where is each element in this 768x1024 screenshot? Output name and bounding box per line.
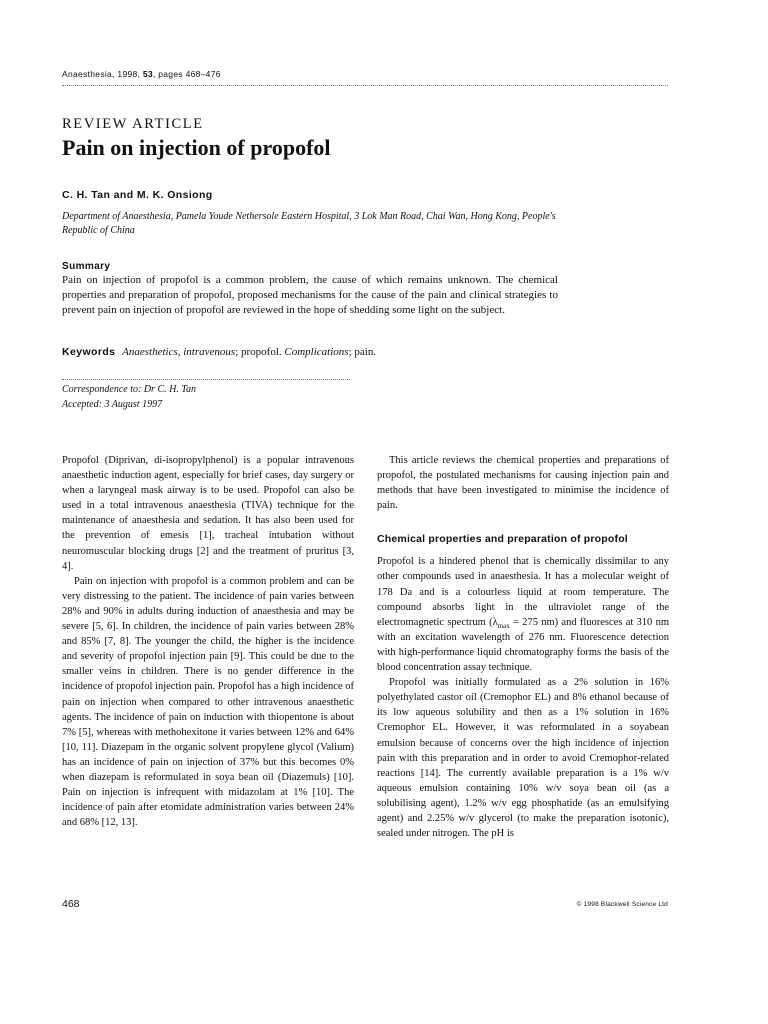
keyword: pain (354, 346, 374, 358)
keywords (62, 346, 376, 358)
keyword-separator: . (278, 346, 285, 358)
keyword: Complications (284, 346, 349, 358)
body-text: = 275 nm) and fluoresces at 310 nm with an excitation wavelength of 276 nm. Fluorescence detection with high-performance liquid chromatography forms the basis of the blood concentration assay technique. (377, 616, 669, 674)
journal-pages: pages 468–476 (158, 69, 221, 79)
journal-citation: Anaesthesia, 1998, 53, pages 468–476 (62, 69, 221, 79)
summary-text: Pain on injection of propofol is a common problem, the cause of which remains unknown. The chemical properties and preparation of propofol, proposed mechanisms for the cause of the pain and clinical strategies to prevent pain on injection of propofol are reviewed in the hope of shedding some light on the subject. (62, 274, 558, 317)
keywords-heading: Keywords (62, 346, 116, 358)
correspondence-divider (62, 379, 350, 380)
article-title: Pain on injection of propofol (62, 135, 331, 160)
body-paragraph: This article reviews the chemical properties and preparations of propofol, the postulated mechanisms for causing injection pain and methods that have been investigated to minimise the incidence of pain. (377, 455, 669, 512)
keyword: Anaesthetics, intravenous (122, 346, 236, 358)
header-divider (62, 85, 668, 86)
body-paragraph: Pain on injection with propofol is a common problem and can be very distressing to the patient. The incidence of pain varies between 28% and 90% in adults during induction of anaesthesia and may be severe [5, 6]. In children, the incidence of pain varies between 28% and 85% [7, 8]. The younger the child, the higher is the incidence and severity of propofol injection pain [9]. This could be due to the smaller veins in children. There is no gender difference in the incidence of propofol injection pain. Propofol has a high incidence of pain on injection when compared to other intravenous anaesthetic agents. The incidence of pain on induction with thiopentone is about 7% [5], whereas with methohexitone it varies between 12% and 64% [10, 11]. Diazepam in the organic solvent propylene glycol (Valium) has an incidence of pain on injection of 37% but this becomes 0% when diazepam is reformulated in soya bean oil (Diazemuls) [10]. Pain on injection is infrequent with midazolam at 1% [10]. The incidence of pain after etomidate administration varies between 24% and 68% [12, 13]. (62, 575, 354, 829)
subscript: max (497, 621, 510, 630)
correspondence: Correspondence to: Dr C. H. Tan (62, 384, 196, 395)
accepted-date: Accepted: 3 August 1997 (62, 398, 163, 410)
copyright: © 1998 Blackwell Science Ltd (576, 901, 668, 908)
keyword-separator: ; (348, 346, 355, 358)
section-label: REVIEW ARTICLE (62, 116, 204, 132)
authors: C. H. Tan and M. K. Onsiong (62, 189, 213, 201)
affiliation: Department of Anaesthesia, Pamela Youde Nethersole Eastern Hospital, 3 Lok Man Road, Chai Wan, Hong Kong, People's Republic of China (62, 211, 556, 236)
body-paragraph: Propofol (Diprivan, di-isopropylphenol) is a popular intravenous anaesthetic induction agent, especially for brief cases, day surgery or when a laryngeal mask airway is to be used. Propofol can also be used in a total intravenous anaesthesia (TIVA) technique for the maintenance of anaesthesia and sedation. It has also been used for the prevention of emesis [1], tracheal intubation without neuromuscular blocking drugs [2] and the treatment of pruritus [3, 4]. (62, 455, 354, 572)
journal-name: Anaesthesia (62, 69, 113, 79)
left-column (62, 453, 354, 830)
keyword-separator: ; (235, 346, 241, 358)
journal-volume: 53 (142, 69, 153, 79)
body-paragraph: Propofol was initially formulated as a 2% solution in 16% polyethylated castor oil (Cremophor EL) and 8% ethanol because of its low aqueous solubility and then as a 1% solution in 16% Cremophor EL. However, it was reformulated in a soyabean emulsion because of concerns over the high incidence of injection pain with this preparation and in order to avoid Cremophor-related reactions [14]. The currently available preparation is a 1% w/v aqueous emulsion containing 10% w/v soya bean oil (as a solubilising agent), 1.2% w/v egg phosphatide (as an emulsifying agent) and 2.25% w/v glycerol (to make the preparation isotonic), sealed under nitrogen. The pH is (377, 677, 669, 840)
correspondence-block (62, 383, 196, 412)
body-paragraph (377, 554, 669, 675)
keyword-separator: . (373, 346, 377, 358)
right-column (377, 453, 669, 841)
keyword: propofol (241, 346, 279, 358)
body-text: Propofol is a hindered phenol that is chemically dissimilar to any other compounds used in anaesthesia. It has a molecular weight of 178 Da and is a colourless liquid at room temperature. The compound absorbs light in the ultraviolet range of the electromagnetic spectrum (λ (377, 556, 669, 628)
journal-year: 1998 (117, 69, 138, 79)
page-number: 468 (62, 898, 80, 910)
section-heading: Chemical properties and preparation of propofol (377, 533, 628, 546)
summary-heading: Summary (62, 261, 111, 272)
